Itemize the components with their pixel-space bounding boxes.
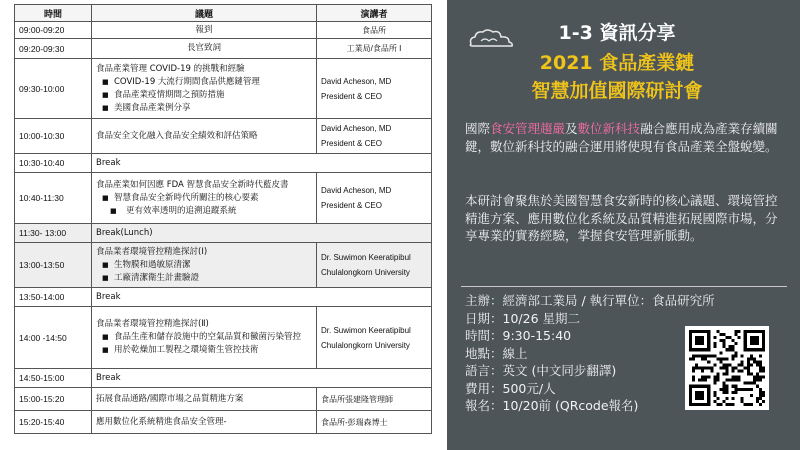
intro-text: 國際 bbox=[465, 121, 491, 136]
intro-highlight: 食安管理趨嚴 bbox=[490, 121, 566, 136]
table-row bbox=[15, 154, 432, 173]
row-time: 10:00-10:30 bbox=[15, 119, 92, 154]
header-speaker: 演講者 bbox=[317, 5, 432, 22]
row-topic: 長官致詞 bbox=[92, 39, 317, 59]
topic-bullet: ■ 生物膜和過敏原清潔 bbox=[96, 259, 312, 272]
row-topic: Break(Lunch) bbox=[92, 224, 432, 243]
row-time: 15:20-15:40 bbox=[15, 411, 92, 434]
topic-bullet: ■ COVID-19 大流行期間食品供應鏈管理 bbox=[96, 76, 312, 89]
speaker-name: David Acheson, MD bbox=[321, 76, 392, 86]
table-row bbox=[15, 369, 432, 388]
header-time: 時間 bbox=[15, 5, 92, 22]
row-topic bbox=[92, 59, 317, 119]
speaker-name: David Acheson, MD bbox=[321, 186, 392, 195]
row-speaker: 食品所-彭瑞森博士 bbox=[317, 411, 432, 434]
topic-bullet: ■ 美國食品產業例分享 bbox=[96, 102, 312, 115]
speaker-role: President & CEO bbox=[321, 91, 382, 101]
row-topic bbox=[92, 243, 317, 288]
speaker-role: Chulalongkorn University bbox=[321, 340, 410, 350]
table-row bbox=[15, 224, 432, 243]
speaker-role: President & CEO bbox=[321, 139, 382, 148]
row-topic: Break bbox=[92, 288, 432, 307]
row-speaker: 工業局/食品所 I bbox=[317, 39, 432, 59]
row-time: 14:50-15:00 bbox=[15, 369, 92, 388]
schedule-table bbox=[14, 4, 432, 434]
speaker-role: President & CEO bbox=[321, 201, 382, 210]
row-time: 15:00-15:20 bbox=[15, 388, 92, 411]
row-speaker bbox=[317, 173, 432, 224]
detail-registration: 報名：10/20前 (QRcode報名) bbox=[465, 398, 639, 413]
row-topic: Break bbox=[92, 369, 432, 388]
row-topic: 應用數位化系統精進食品安全管理- bbox=[92, 411, 317, 434]
row-time: 09:30-10:00 bbox=[15, 59, 92, 119]
intro-highlight: 數位新科技 bbox=[577, 121, 641, 136]
detail-time: 時間：9:30-15:40 bbox=[465, 328, 572, 343]
topic-bullet: ■ 用於乾燥加工製程之環境衛生管控技術 bbox=[96, 344, 312, 357]
qr-code-icon[interactable] bbox=[685, 326, 769, 410]
topic-title: 食品產業如何因應 FDA 智慧食品安全新時代藍皮書 bbox=[96, 179, 289, 190]
speaker-name: Dr. Suwimon Keeratipibul bbox=[321, 253, 411, 262]
qr-code-graphic bbox=[689, 330, 765, 406]
table-row bbox=[15, 411, 432, 434]
table-header-row bbox=[15, 5, 432, 22]
table-row bbox=[15, 22, 432, 39]
row-topic: 拓展食品通路/國際市場之品質精進方案 bbox=[92, 388, 317, 411]
topic-bullet: ■ 更有效率透明的追溯追蹤系統 bbox=[96, 205, 312, 218]
row-time: 11:30- 13:00 bbox=[15, 224, 92, 243]
table-row bbox=[15, 288, 432, 307]
topic-bullet: ■ 食品產業疫情期間之預防措施 bbox=[96, 89, 312, 102]
row-time: 13:00-13:50 bbox=[15, 243, 92, 288]
row-time: 09:00-09:20 bbox=[15, 22, 92, 39]
table-row bbox=[15, 59, 432, 119]
detail-location: 地點：線上 bbox=[465, 345, 528, 361]
event-title-line2: 2021 食品產業鏈 bbox=[539, 52, 695, 74]
event-title-line3: 智慧加值國際研討會 bbox=[531, 80, 703, 102]
detail-language: 語言：英文 (中文同步翻譯) bbox=[465, 363, 617, 378]
row-time: 10:40-11:30 bbox=[15, 173, 92, 224]
speaker-role: Chulalongkorn University bbox=[321, 268, 410, 277]
table-row bbox=[15, 307, 432, 369]
intro-paragraph bbox=[465, 120, 783, 155]
row-speaker bbox=[317, 119, 432, 154]
intro-text: 及 bbox=[565, 121, 578, 136]
intro-text: 融合應用成為產業存續關鍵，數位新科技的融合運用將使現有食品產業全盤蛻變。 bbox=[465, 121, 778, 154]
topic-title: 食品產業管理 COVID-19 的挑戰和經驗 bbox=[96, 63, 245, 74]
topic-title: 食品業者環境管控精進探討(Ⅱ) bbox=[96, 319, 209, 329]
detail-date: 日期：10/26 星期二 bbox=[465, 310, 580, 326]
row-time: 14:00 -14:50 bbox=[15, 307, 92, 369]
row-speaker bbox=[317, 243, 432, 288]
table-row bbox=[15, 39, 432, 59]
topic-bullet: ■ 食品生產和儲存設施中的空氣品質和黴菌污染管控 bbox=[96, 331, 312, 344]
row-topic: 報到 bbox=[92, 22, 317, 39]
topic-bullet: ■ 智慧食品安全新時代所關注的核心要素 bbox=[96, 192, 312, 205]
row-time: 13:50-14:00 bbox=[15, 288, 92, 307]
table-row bbox=[15, 173, 432, 224]
row-speaker: 食品所 bbox=[317, 22, 432, 39]
row-speaker bbox=[317, 307, 432, 369]
table-row bbox=[15, 243, 432, 288]
speaker-name: Dr. Suwimon Keeratipibul bbox=[321, 325, 411, 335]
table-row bbox=[15, 119, 432, 154]
row-topic: 食品安全文化融入食品安全績效和評估策略 bbox=[92, 119, 317, 154]
focus-paragraph: 本研討會聚焦於美國智慧食安新時的核心議題、環境管控精進方案、應用數位化系統及品質精進拓展國際市場，分享專業的實務經驗，掌握食安管理新脈動。 bbox=[465, 193, 778, 243]
event-details bbox=[465, 292, 715, 415]
row-time: 10:30-10:40 bbox=[15, 154, 92, 173]
table-row bbox=[15, 388, 432, 411]
row-speaker: 食品所張建隆管理師 bbox=[317, 388, 432, 411]
row-topic bbox=[92, 307, 317, 369]
row-topic bbox=[92, 173, 317, 224]
event-title-line1: 1-3 資訊分享 bbox=[558, 22, 676, 44]
row-speaker bbox=[317, 59, 432, 119]
detail-organizer: 主辦：經濟部工業局 / 執行單位：食品研究所 bbox=[465, 293, 715, 308]
speaker-name: David Acheson, MD bbox=[321, 124, 392, 133]
divider bbox=[461, 286, 787, 287]
detail-fee: 費用：500元/人 bbox=[465, 380, 556, 396]
topic-bullet: ■ 工廠清潔衛生計畫驗證 bbox=[96, 272, 312, 285]
topic-title: 食品業者環境管控精進探討(Ⅰ) bbox=[96, 246, 208, 257]
row-time: 09:20-09:30 bbox=[15, 39, 92, 59]
event-info-panel bbox=[447, 0, 800, 450]
row-topic: Break bbox=[92, 154, 432, 173]
header-topic: 議題 bbox=[92, 5, 317, 22]
